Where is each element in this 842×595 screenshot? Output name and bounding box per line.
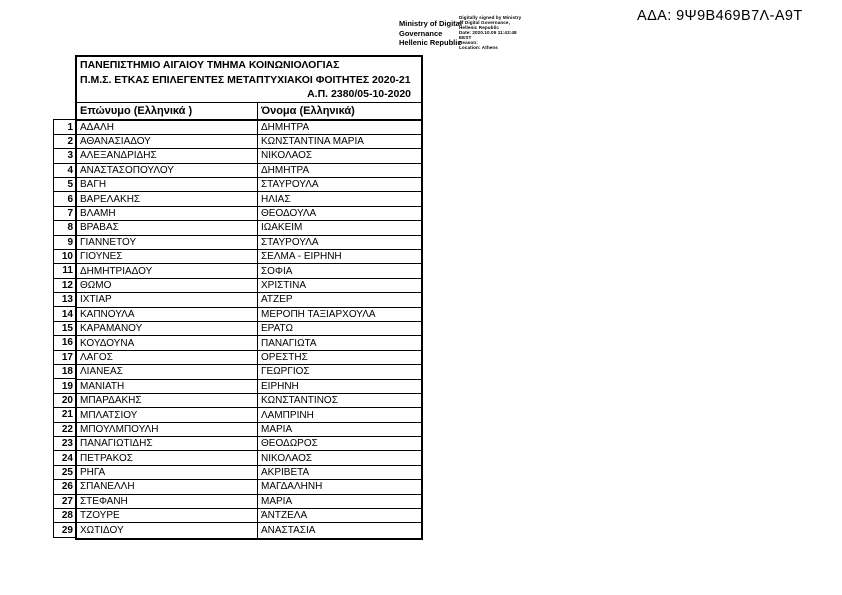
table-row — [77, 509, 421, 523]
table-row — [77, 264, 421, 278]
name-cell: ΘΕΟΔΩΡΟΣ — [261, 438, 318, 450]
row-number: 2 — [54, 135, 75, 149]
row-number: 11 — [54, 264, 75, 278]
surname-cell: ΛΑΓΟΣ — [77, 351, 258, 364]
signature-line: of Digital Governance, — [459, 20, 510, 25]
table-row — [77, 308, 421, 322]
surname-cell: ΡΗΓΑ — [77, 466, 258, 479]
table-title-line2: Π.Μ.Σ. ΕΤΚΑΣ ΕΠΙΛΕΓΕΝΤΕΣ ΜΕΤΑΠΤΥΧΙΑΚΟΙ ΦΟΙΤΗΤΕΣ 2020-21 — [80, 73, 411, 86]
table-row — [77, 322, 421, 336]
row-number: 13 — [54, 293, 75, 307]
table-row — [77, 423, 421, 437]
column-header-name: Όνομα (Ελληνικά) — [261, 104, 355, 117]
table-row — [77, 250, 421, 264]
name-cell: ΚΩΝΣΤΑΝΤΙΝΟΣ — [261, 395, 338, 407]
name-cell: ΑΝΑΣΤΑΣΙΑ — [261, 525, 316, 537]
name-cell: ΓΕΩΡΓΙΟΣ — [261, 366, 310, 378]
table-row — [77, 437, 421, 451]
name-cell: ΣΤΑΥΡΟΥΛΑ — [261, 236, 319, 248]
surname-cell: ΜΑΝΙΑΤΗ — [77, 380, 258, 393]
table-row — [77, 236, 421, 250]
name-cell: ΙΩΑΚΕΙΜ — [261, 222, 303, 234]
table-row — [77, 336, 421, 350]
row-number: 24 — [54, 451, 75, 465]
row-number: 14 — [54, 307, 75, 321]
name-cell: ΕΙΡΗΝΗ — [261, 380, 299, 392]
surname-cell: ΚΑΠΝΟΥΛΑ — [77, 308, 258, 321]
table-row — [77, 207, 421, 221]
signature-line: EEST — [459, 35, 472, 40]
row-number: 19 — [54, 379, 75, 393]
surname-cell: ΣΤΕΦΑΝΗ — [77, 495, 258, 508]
row-number: 12 — [54, 279, 75, 293]
row-number: 7 — [54, 207, 75, 221]
table-row — [77, 164, 421, 178]
ministry-line: Ministry of Digital — [399, 19, 462, 28]
signature-line: Date: 2020.10.05 11:43:48 — [459, 30, 517, 35]
row-number: 18 — [54, 365, 75, 379]
table-row — [77, 451, 421, 465]
table-row — [77, 394, 421, 408]
row-number: 26 — [54, 480, 75, 494]
table-row — [77, 495, 421, 509]
signature-line: Hellenic Republic — [459, 25, 499, 30]
surname-cell: ΓΙΟΥΝΕΣ — [77, 250, 258, 263]
table-row — [77, 192, 421, 206]
table-row — [77, 178, 421, 192]
table-row — [77, 221, 421, 235]
ministry-line: Hellenic Republic — [399, 38, 462, 47]
row-number: 17 — [54, 351, 75, 365]
column-header-surname: Επώνυμο (Ελληνικά ) — [77, 103, 258, 119]
surname-cell: ΑΔΑΛΗ — [77, 121, 258, 134]
name-cell: ΟΡΕΣΤΗΣ — [261, 351, 308, 363]
surname-cell: ΛΙΑΝΕΑΣ — [77, 365, 258, 378]
ministry-line: Governance — [399, 28, 443, 38]
name-cell: ΔΗΜΗΤΡΑ — [261, 121, 310, 133]
surname-cell: ΚΑΡΑΜΑΝΟΥ — [77, 322, 258, 335]
name-cell: ΧΡΙΣΤΙΝΑ — [261, 279, 307, 291]
name-cell: ΛΑΜΠΡΙΝΗ — [261, 409, 314, 421]
students-table — [75, 55, 423, 540]
surname-cell: ΔΗΜΗΤΡΙΑΔΟΥ — [77, 264, 258, 277]
row-number: 16 — [54, 336, 75, 350]
row-number: 8 — [54, 221, 75, 235]
column-header-row — [77, 103, 421, 121]
surname-cell: ΒΛΑΜΗ — [77, 207, 258, 220]
name-cell: ΝΙΚΟΛΑΟΣ — [261, 452, 313, 464]
ministry-signature-stamp — [399, 19, 462, 48]
surname-cell: ΜΠΛΑΤΣΙΟΥ — [77, 408, 258, 421]
row-number: 22 — [54, 423, 75, 437]
surname-cell: ΒΑΓΗ — [77, 178, 258, 191]
name-cell: ΆΝΤΖΕΛΑ — [261, 510, 308, 522]
table-row — [77, 293, 421, 307]
surname-cell: ΒΑΡΕΛΑΚΗΣ — [77, 192, 258, 205]
name-cell: ΜΕΡΟΠΗ ΤΑΞΙΑΡΧΟΥΛΑ — [261, 308, 376, 320]
name-cell: ΣΕΛΜΑ - ΕΙΡΗΝΗ — [261, 251, 342, 263]
table-body — [77, 121, 421, 538]
table-row — [77, 365, 421, 379]
table-row — [77, 408, 421, 422]
row-number: 25 — [54, 466, 75, 480]
row-number: 6 — [54, 192, 75, 206]
table-header-block — [77, 57, 421, 103]
surname-cell: ΑΛΕΞΑΝΔΡΙΔΗΣ — [77, 149, 258, 162]
surname-cell: ΑΝΑΣΤΑΣΟΠΟΥΛΟΥ — [77, 164, 258, 177]
digital-signature-details — [459, 15, 521, 50]
row-number: 23 — [54, 437, 75, 451]
surname-cell: ΠΕΤΡΑΚΟΣ — [77, 451, 258, 464]
name-cell: ΔΗΜΗΤΡΑ — [261, 164, 310, 176]
name-cell: ΝΙΚΟΛΑΟΣ — [261, 150, 313, 162]
row-number: 20 — [54, 394, 75, 408]
surname-cell: ΘΩΜΟ — [77, 279, 258, 292]
name-cell: ΑΤΖΕΡ — [261, 294, 293, 306]
surname-cell: ΜΠΟΥΛΜΠΟΥΛΗ — [77, 423, 258, 436]
name-cell: ΜΑΓΔΑΛΗΝΗ — [261, 481, 323, 493]
row-number: 29 — [54, 523, 75, 537]
surname-cell: ΓΙΑΝΝΕΤΟΥ — [77, 236, 258, 249]
signature-line: Digitally signed by Ministry — [459, 15, 522, 20]
surname-cell: ΙΧΤΙΑΡ — [77, 293, 258, 306]
table-row — [77, 149, 421, 163]
surname-cell: ΒΡΑΒΑΣ — [77, 221, 258, 234]
ada-code: ΑΔΑ: 9Ψ9Β469Β7Λ-Α9Τ — [637, 8, 803, 24]
signature-line: Location: Athens — [459, 45, 498, 50]
row-number: 21 — [54, 408, 75, 422]
table-row — [77, 380, 421, 394]
surname-cell: ΣΠΑΝΕΛΛΗ — [77, 480, 258, 493]
table-row — [77, 351, 421, 365]
surname-cell: ΜΠΑΡΔΑΚΗΣ — [77, 394, 258, 407]
name-cell: ΜΑΡΙΑ — [261, 495, 293, 507]
row-number: 1 — [54, 120, 75, 134]
name-cell: ΗΛΙΑΣ — [261, 193, 291, 205]
name-cell: ΘΕΟΔΟΥΛΑ — [261, 208, 317, 220]
surname-cell: ΠΑΝΑΓΙΩΤΙΔΗΣ — [77, 437, 258, 450]
row-numbers-column — [53, 119, 75, 537]
surname-cell: ΑΘΑΝΑΣΙΑΔΟΥ — [77, 135, 258, 148]
name-cell: ΣΟΦΙΑ — [261, 265, 293, 277]
row-number: 27 — [54, 495, 75, 509]
row-number: 28 — [54, 509, 75, 523]
name-cell: ΚΩΝΣΤΑΝΤΙΝΑ ΜΑΡΙΑ — [261, 136, 364, 148]
surname-cell: ΤΖΟΥΡΕ — [77, 509, 258, 522]
name-cell: ΣΤΑΥΡΟΥΛΑ — [261, 179, 319, 191]
signature-line: Reason: — [459, 40, 478, 45]
surname-cell: ΚΟΥΔΟΥΝΑ — [77, 336, 258, 349]
table-row — [77, 480, 421, 494]
table-row — [77, 135, 421, 149]
table-row — [77, 466, 421, 480]
row-number: 15 — [54, 322, 75, 336]
name-cell: ΠΑΝΑΓΙΩΤΑ — [261, 337, 317, 349]
surname-cell: ΧΩΤΙΔΟΥ — [77, 523, 258, 537]
row-number: 9 — [54, 236, 75, 250]
row-number: 3 — [54, 149, 75, 163]
table-row — [77, 279, 421, 293]
name-cell: ΕΡΑΤΩ — [261, 323, 293, 335]
table-title-line1: ΠΑΝΕΠΙΣΤΗΜΙΟ ΑΙΓΑΙΟΥ ΤΜΗΜΑ ΚΟΙΝΩΝΙΟΛΟΓΙΑΣ — [80, 59, 340, 71]
name-cell: ΜΑΡΙΑ — [261, 423, 293, 435]
name-cell: ΑΚΡΙΒΕΤΑ — [261, 467, 310, 479]
protocol-number: Α.Π. 2380/05-10-2020 — [307, 88, 411, 101]
table-row — [77, 121, 421, 135]
row-number: 10 — [54, 250, 75, 264]
row-number: 5 — [54, 178, 75, 192]
table-row — [77, 523, 421, 537]
row-number: 4 — [54, 164, 75, 178]
